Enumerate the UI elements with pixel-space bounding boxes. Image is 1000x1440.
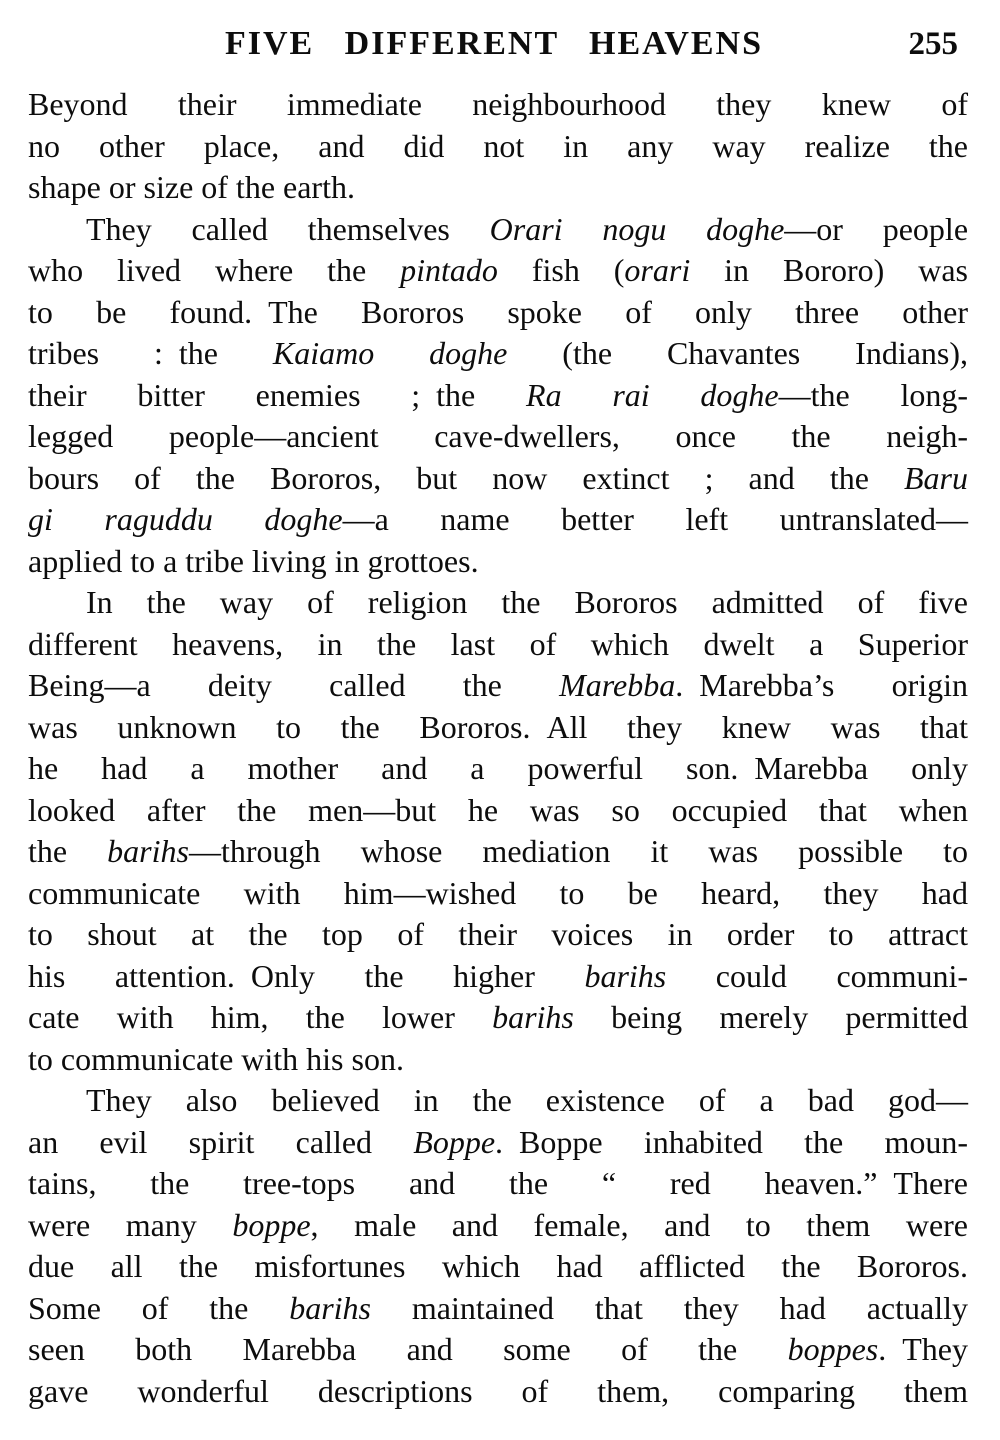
text-segment: their bitter enemies ; the	[28, 376, 527, 413]
text-segment: —a name better left untranslated—	[342, 501, 969, 537]
italic-text-segment: Boppe	[413, 1123, 496, 1160]
italic-text-segment: Ra rai doghe	[526, 376, 779, 413]
text-line	[28, 458, 968, 500]
text-line	[28, 209, 968, 251]
text-segment: he had a mother and a powerful son. Marebba only	[28, 750, 968, 786]
italic-text-segment: Orari nogu doghe	[489, 210, 785, 247]
page-number: 255	[908, 26, 958, 62]
text-line	[28, 1080, 968, 1122]
text-line	[28, 1246, 968, 1288]
text-segment: —or people	[784, 210, 969, 247]
text-segment: looked after the men—but he was so occupied that when	[28, 791, 968, 828]
text-line	[28, 831, 968, 873]
text-line	[28, 1163, 968, 1205]
italic-text-segment: barihs	[289, 1289, 371, 1326]
text-segment: being merely permitted	[573, 999, 969, 1035]
text-segment: tains, the tree-tops and the “ red heaven.” There	[28, 1165, 968, 1201]
text-segment: to communicate with his son.	[28, 1040, 404, 1077]
text-segment: seen both Marebba and some of the	[28, 1331, 788, 1367]
text-line	[28, 790, 968, 832]
italic-text-segment: Baru	[904, 459, 968, 496]
text-line	[28, 541, 968, 583]
text-line	[28, 1122, 968, 1164]
italic-text-segment: gi raguddu doghe	[28, 501, 343, 537]
text-segment: . Marebba’s origin	[675, 667, 969, 703]
text-segment: Some of the	[28, 1289, 290, 1326]
text-segment: They also believed in the existence of a bad god—	[86, 1082, 968, 1118]
running-title: FIVE DIFFERENT HEAVENS	[224, 25, 764, 62]
text-line	[28, 1371, 968, 1413]
text-segment: an evil spirit called	[28, 1123, 414, 1160]
text-segment: different heavens, in the last of which dwelt a Superior	[28, 625, 968, 662]
italic-text-segment: pintado	[400, 252, 498, 288]
text-line	[28, 748, 968, 790]
text-segment: applied to a tribe living in grottoes.	[28, 542, 479, 579]
text-segment: (the Chavantes Indians),	[507, 335, 969, 371]
text-segment: legged people—ancient cave-dwellers, once the neigh-	[28, 418, 968, 454]
text-segment: . They	[878, 1331, 968, 1367]
text-segment: to be found. The Bororos spoke of only three other	[28, 293, 968, 330]
text-segment: were many	[28, 1206, 233, 1243]
text-line	[28, 997, 968, 1039]
page-body	[0, 84, 1000, 1412]
text-line	[28, 292, 968, 334]
text-segment: his attention. Only the higher	[28, 957, 585, 994]
text-line	[28, 707, 968, 749]
text-segment: the	[28, 833, 108, 869]
text-segment: In the way of religion the Bororos admitted of five	[86, 584, 968, 620]
text-line	[28, 167, 968, 209]
text-line	[28, 1205, 968, 1247]
text-segment: They called themselves	[86, 210, 490, 247]
text-segment: gave wonderful descriptions of them, comparing them	[28, 1372, 968, 1409]
italic-text-segment: boppes	[787, 1331, 879, 1367]
italic-text-segment: barihs	[107, 833, 189, 869]
text-line	[28, 416, 968, 458]
text-segment: —through whose mediation it was possible to	[188, 833, 969, 869]
text-segment: cate with him, the lower	[28, 999, 493, 1035]
italic-text-segment: boppe	[232, 1206, 311, 1243]
text-line	[28, 582, 968, 624]
text-segment: communicate with him—wished to be heard, they had	[28, 874, 968, 911]
text-segment: could communi-	[666, 957, 968, 994]
text-line	[28, 333, 968, 375]
text-line	[28, 375, 968, 417]
text-segment: maintained that they had actually	[371, 1289, 969, 1326]
text-segment: shape or size of the earth.	[28, 169, 355, 205]
text-segment: , male and female, and to them were	[310, 1206, 969, 1243]
text-segment: was unknown to the Bororos. All they knew was that	[28, 708, 968, 745]
text-segment: Being—a deity called the	[28, 667, 560, 703]
text-segment: fish (	[497, 252, 625, 288]
text-line	[28, 84, 968, 126]
text-segment: who lived where the	[28, 252, 401, 288]
text-line	[28, 665, 968, 707]
text-segment: in Bororo) was	[690, 252, 968, 288]
text-line	[28, 250, 968, 292]
text-segment: . Boppe inhabited the moun-	[495, 1123, 969, 1160]
text-segment: due all the misfortunes which had afflicted the Bororos.	[28, 1248, 968, 1284]
text-segment: tribes : the	[28, 335, 273, 371]
italic-text-segment: barihs	[584, 957, 667, 994]
text-line	[28, 499, 968, 541]
italic-text-segment: Marebba	[559, 667, 676, 703]
page-header	[0, 20, 1000, 68]
italic-text-segment: barihs	[492, 999, 574, 1035]
text-line	[28, 1329, 968, 1371]
text-segment: —the long-	[778, 376, 969, 413]
text-segment: no other place, and did not in any way realize the	[28, 127, 968, 164]
text-line	[28, 624, 968, 666]
text-line	[28, 956, 968, 998]
text-line	[28, 873, 968, 915]
text-line	[28, 914, 968, 956]
text-line	[28, 1288, 968, 1330]
text-line	[28, 1039, 968, 1081]
italic-text-segment: orari	[624, 252, 691, 288]
text-segment: Beyond their immediate neighbourhood they knew of	[28, 86, 968, 122]
text-segment: bours of the Bororos, but now extinct ; and the	[28, 459, 904, 496]
italic-text-segment: Kaiamo doghe	[272, 335, 508, 371]
text-segment: to shout at the top of their voices in order to attract	[28, 916, 968, 952]
text-line	[28, 126, 968, 168]
